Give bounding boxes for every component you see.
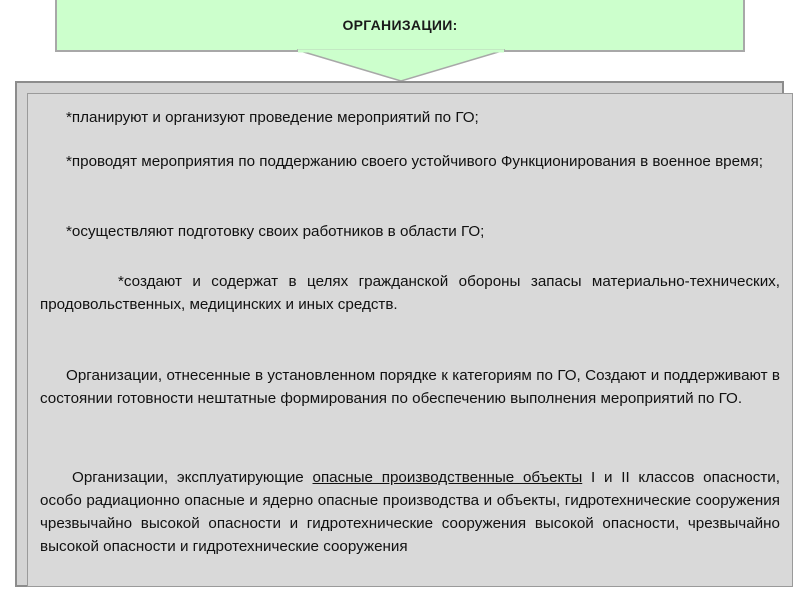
hazardous-text-start: Организации, эксплуатирующие [72,469,313,486]
down-arrow-icon [297,50,505,82]
item-hazardous-objects [40,466,780,558]
hazardous-objects-link[interactable]: опасные производственные объекты [312,469,583,486]
item-training: *осуществляют подготовку своих работников в области ГО; [66,223,485,240]
item-reserves: *создают и содержат в целях гражданской обороны запасы материально-технических, продовольственных, медицинских и иных средств. [40,273,780,313]
page-title: ОРГАНИЗАЦИИ: [342,17,458,33]
item-plan: *планируют и организуют проведение мероприятий по ГО; [66,109,479,126]
hazardous-text-end: I и II классов опасности, особо радиационно опасные и ядерно опасные производства и объекты, гидротехнические сооружения чрезвычайно высокой опасности и гидротехнические сооружения высокой опасности, чрезвычайно высокой опасности и гидротехнические сооружения [40,469,780,555]
item-stability: *проводят мероприятия по поддержанию своего устойчивого Функционирования в военное время; [66,153,763,170]
content-panel [15,81,784,587]
content-inner [27,93,793,587]
title-banner [55,0,745,52]
item-formations: Организации, отнесенные в установленном порядке к категориям по ГО, Создают и поддерживают в состоянии готовности нештатные формирования по обеспечению выполнения мероприятий по ГО. [40,367,780,407]
